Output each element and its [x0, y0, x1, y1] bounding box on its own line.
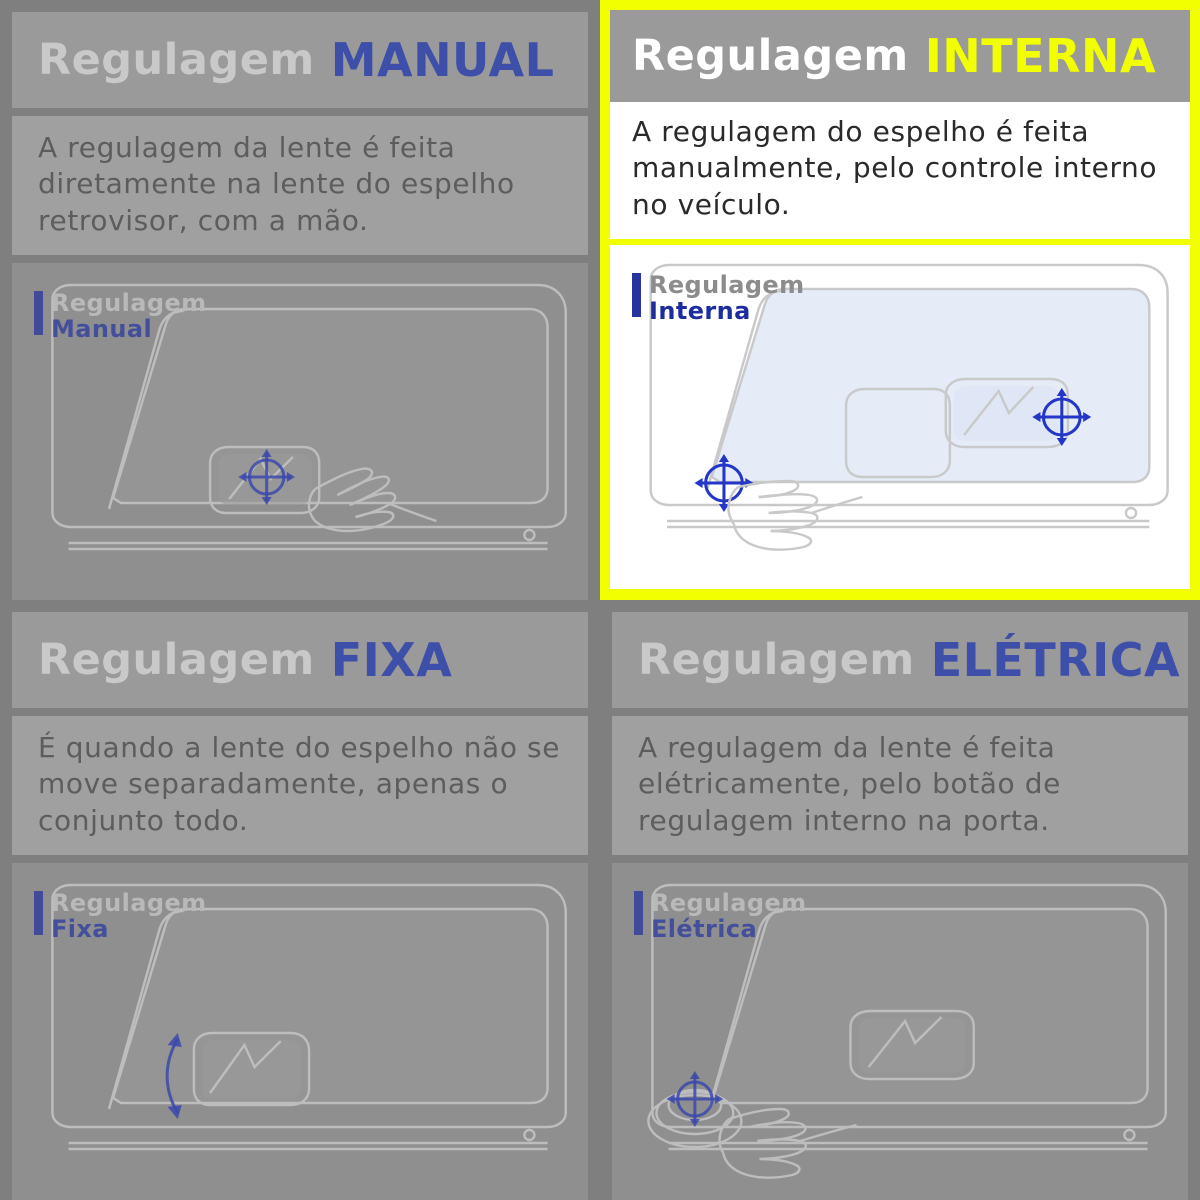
panel-fixa-title-bar — [12, 612, 588, 708]
panel-interna-title-word2: INTERNA — [924, 29, 1157, 83]
blue-bar-icon — [632, 273, 641, 317]
panel-fixa-illustration-label — [34, 891, 207, 942]
panel-eletrica-title-bar — [612, 612, 1188, 708]
panel-manual-description: A regulagem da lente é feita diretamente na lente do espelho retrovisor, com a mão. — [12, 116, 588, 255]
panel-interna-title-bar — [610, 10, 1190, 102]
panel-manual-title-bar — [12, 12, 588, 108]
panel-manual-title-word1: Regulagem — [38, 35, 315, 85]
panel-fixa-description: É quando a lente do espelho não se move separadamente, apenas o conjunto todo. — [12, 716, 588, 855]
panel-manual-illustration — [12, 263, 588, 600]
panel-fixa-title-word2: FIXA — [330, 633, 453, 687]
panel-eletrica-illustration-label-line1: Regulagem — [651, 889, 807, 918]
panel-eletrica-illustration — [612, 863, 1188, 1200]
panel-eletrica-title-word2: ELÉTRICA — [930, 633, 1181, 687]
blue-bar-icon — [34, 291, 43, 335]
blue-bar-icon — [634, 891, 643, 935]
panel-interna-illustration-label-line2: Interna — [649, 296, 751, 325]
panel-eletrica[interactable] — [600, 600, 1200, 1200]
panel-eletrica-illustration-label-line2: Elétrica — [651, 914, 758, 943]
panel-manual-illustration-label — [34, 291, 207, 342]
panel-manual-title-word2: MANUAL — [330, 33, 555, 87]
panel-interna-illustration — [610, 245, 1190, 589]
panel-interna-title-word1: Regulagem — [632, 31, 909, 81]
panel-manual-illustration-label-line2: Manual — [51, 314, 153, 343]
panel-eletrica-title-word1: Regulagem — [638, 635, 915, 685]
panel-eletrica-illustration-label — [634, 891, 807, 942]
panel-interna-illustration-label — [632, 273, 805, 324]
panel-fixa-illustration-label-line2: Fixa — [51, 914, 109, 943]
panel-fixa-illustration — [12, 863, 588, 1200]
panel-fixa-title-word1: Regulagem — [38, 635, 315, 685]
panel-manual[interactable] — [0, 0, 600, 600]
panel-interna-illustration-label-line1: Regulagem — [649, 271, 805, 300]
blue-bar-icon — [34, 891, 43, 935]
panel-interna-description: A regulagem do espelho é feita manualmente, pelo controle interno no veículo. — [610, 102, 1190, 239]
panel-eletrica-description: A regulagem da lente é feita elétricamente, pelo botão de regulagem interno na porta. — [612, 716, 1188, 855]
panel-interna[interactable] — [600, 0, 1200, 600]
panel-manual-illustration-label-line1: Regulagem — [51, 289, 207, 318]
panel-fixa-illustration-label-line1: Regulagem — [51, 889, 207, 918]
panel-fixa[interactable] — [0, 600, 600, 1200]
